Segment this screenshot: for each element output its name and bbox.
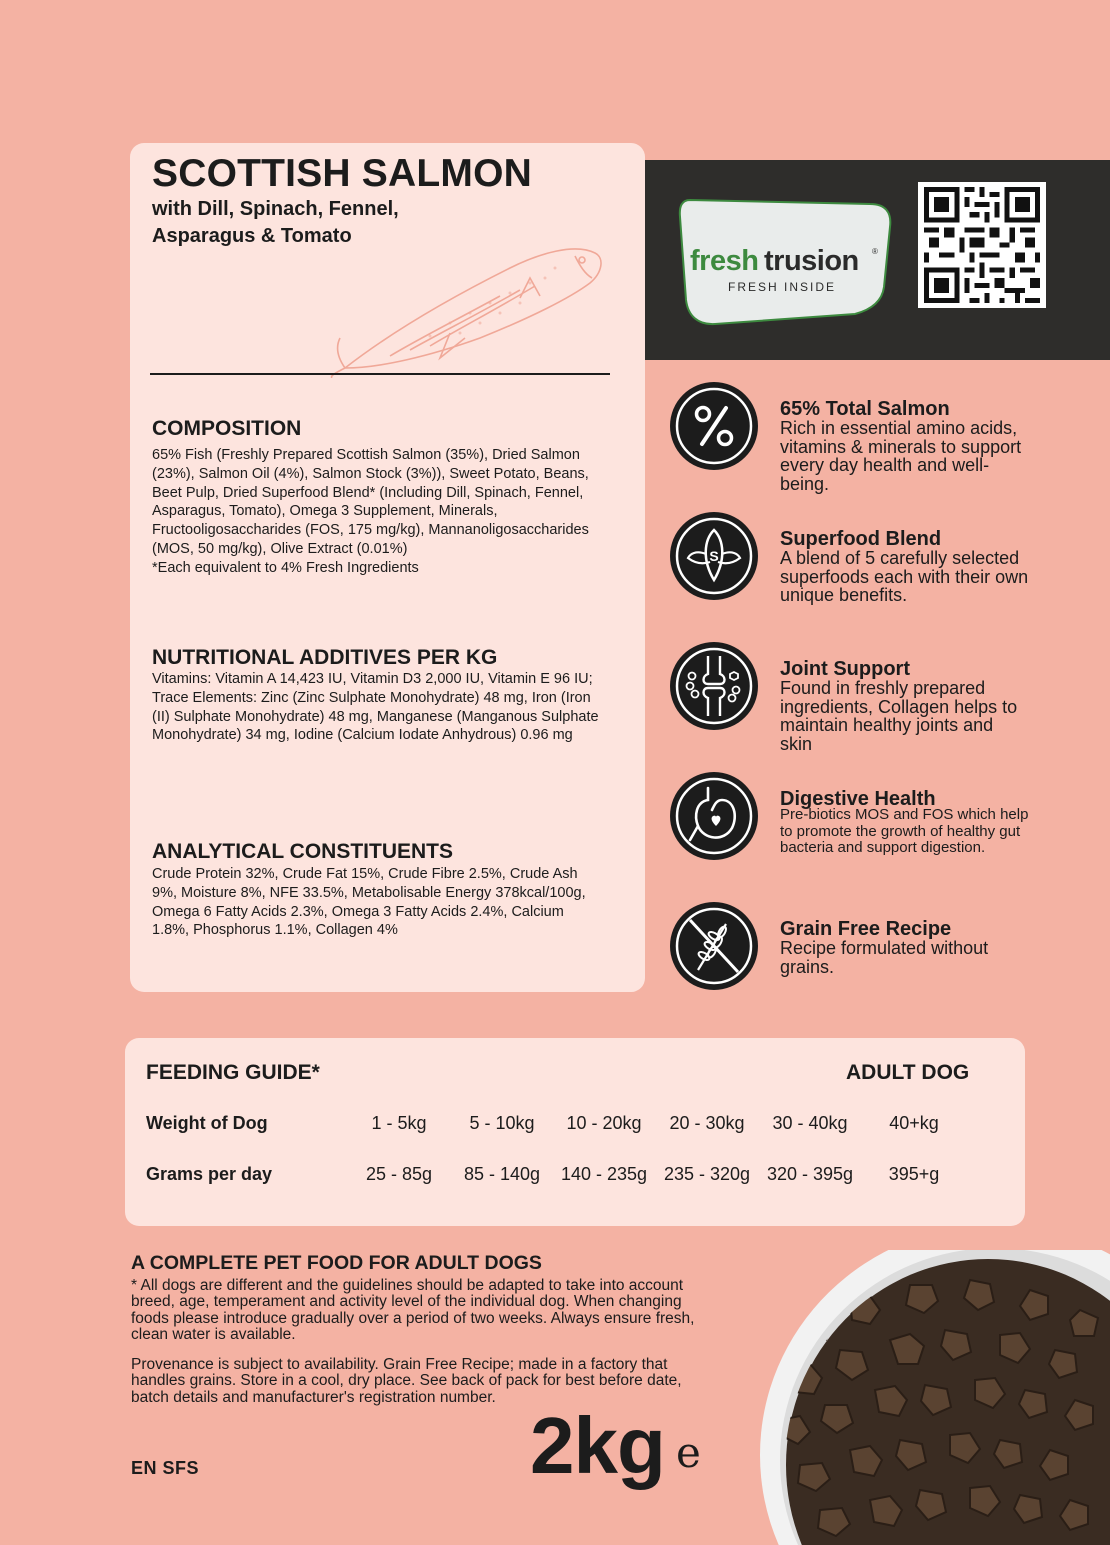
weight-cell: 20 - 30kg — [669, 1113, 745, 1133]
language-codes: EN SFS — [131, 1458, 200, 1478]
additives-text: Vitamins: Vitamin A 14,423 IU, Vitamin D3 2,000 IU, Vitamin E 96 IU; Trace Elements: Zinc (Zinc Sulphate Monohydrate) 48 mg, Iron (Iron (II) Sulphate Monohydrate) 48 mg, Manganese (Manganous Sulphate Monohydrate) 34 mg, Iodine (Calcium Iodate Anhydrous) 0.96 mg — [152, 671, 599, 744]
weight-cell: 5 - 10kg — [469, 1113, 535, 1133]
composition-list: 65% Fish (Freshly Prepared Scottish Salmon (35%), Dried Salmon (23%), Salmon Oil (4%), Salmon Stock (3%)), Sweet Potato, Beans, Beet Pulp, Dried Superfood Blend* (Including Dill, Spinach, Fennel, Asparagus, Tomato), Omega 3 Supplement, Minerals, Fructooligosaccharides (FOS, 175 mg/kg), Mannanoligosaccharides (MOS, 50 mg/kg), Olive Extract (0.01%) — [152, 447, 589, 557]
provenance-note: Provenance is subject to availability. Grain Free Recipe; made in a factory that handles grains. Store in a cool, dry place. See back of pack for best before date, batch details and manufacturer's registration number. — [131, 1356, 682, 1406]
weight-cell: 30 - 40kg — [772, 1113, 848, 1133]
complete-food-statement: A COMPLETE PET FOOD FOR ADULT DOGS — [131, 1252, 542, 1274]
composition-footnote: *Each equivalent to 4% Fresh Ingredients — [152, 559, 419, 576]
grams-cell: 85 - 140g — [463, 1164, 541, 1184]
joint-icon — [668, 640, 760, 732]
feature-text-salmon: Rich in essential amino acids, vitamins & minerals to support every day health and well-being. — [780, 418, 1022, 494]
freshtrusion-logo — [670, 192, 895, 327]
composition-text — [152, 446, 607, 578]
feeding-note: * All dogs are different and the guidelines should be adapted to take into account breed, age, temperament and activity level of the individual dog. When changing foods please introduce gradually over a period of two weeks. Always ensure fresh, clean water is available. — [131, 1277, 695, 1343]
grain-free-icon — [668, 900, 760, 992]
grams-cell: 140 - 235g — [560, 1164, 648, 1184]
analytical-text: Crude Protein 32%, Crude Fat 15%, Crude Fibre 2.5%, Crude Ash 9%, Moisture 8%, NFE 33.5%, Metabolisable Energy 378kcal/100g, Omega 6 Fatty Acids 2.3%, Omega 3 Fatty Acids 2.4%, Calcium 1.8%, Phosphorus 1.1%, Collagen 4% — [152, 866, 586, 939]
grams-cell: 320 - 395g — [766, 1164, 854, 1184]
subtitle-line-2: Asparagus & Tomato — [152, 225, 352, 247]
superfood-leaf-icon — [668, 510, 760, 602]
weight-cell: 10 - 20kg — [566, 1113, 642, 1133]
grams-row-label: Grams per day — [146, 1164, 273, 1184]
feeding-guide-title: FEEDING GUIDE* — [146, 1061, 320, 1084]
feature-text-grain-free: Recipe formulated without grains. — [780, 938, 989, 977]
feature-text-joint: Found in freshly prepared ingredients, Collagen helps to maintain healthy joints and skin — [780, 678, 1018, 754]
stomach-icon — [668, 770, 760, 862]
feature-title-salmon: 65% Total Salmon — [780, 398, 950, 420]
title-divider — [150, 373, 610, 375]
feature-title-superfood: Superfood Blend — [780, 528, 942, 550]
feature-title-digestive: Digestive Health — [780, 788, 936, 810]
feature-text-superfood: A blend of 5 carefully selected superfoods each with their own unique benefits. — [780, 548, 1029, 605]
estimated-sign: e — [676, 1428, 701, 1477]
svg-text:S: S — [709, 548, 719, 564]
weight-cell: 40+kg — [889, 1113, 939, 1133]
qr-code[interactable] — [918, 182, 1046, 308]
feature-text-digestive: Pre-biotics MOS and FOS which help to promote the growth of healthy gut bacteria and support digestion. — [780, 806, 1029, 856]
net-weight: 2kg — [530, 1401, 665, 1490]
composition-heading: COMPOSITION — [152, 417, 302, 440]
weight-cell: 1 - 5kg — [371, 1113, 427, 1133]
logo-tagline: FRESH INSIDE — [727, 280, 837, 294]
food-bowl-image — [760, 1250, 1110, 1545]
grams-cell: 25 - 85g — [365, 1164, 433, 1184]
weight-row-label: Weight of Dog — [146, 1113, 268, 1133]
feature-title-joint: Joint Support — [780, 658, 910, 680]
percent-icon — [668, 380, 760, 472]
additives-heading: NUTRITIONAL ADDITIVES PER KG — [152, 646, 498, 669]
salmon-illustration — [330, 238, 610, 378]
feeding-guide-audience: ADULT DOG — [846, 1061, 970, 1084]
subtitle-line-1: with Dill, Spinach, Fennel, — [152, 198, 399, 220]
grams-cell: 395+g — [888, 1164, 940, 1184]
grams-cell: 235 - 320g — [663, 1164, 751, 1184]
logo-wordmark-b: trusion — [764, 245, 859, 277]
product-title: SCOTTISH SALMON — [152, 152, 532, 195]
feature-title-grain-free: Grain Free Recipe — [780, 918, 952, 940]
analytical-heading: ANALYTICAL CONSTITUENTS — [152, 840, 454, 863]
logo-wordmark-a: fresh — [690, 245, 759, 277]
logo-registered-mark: ® — [872, 247, 878, 256]
